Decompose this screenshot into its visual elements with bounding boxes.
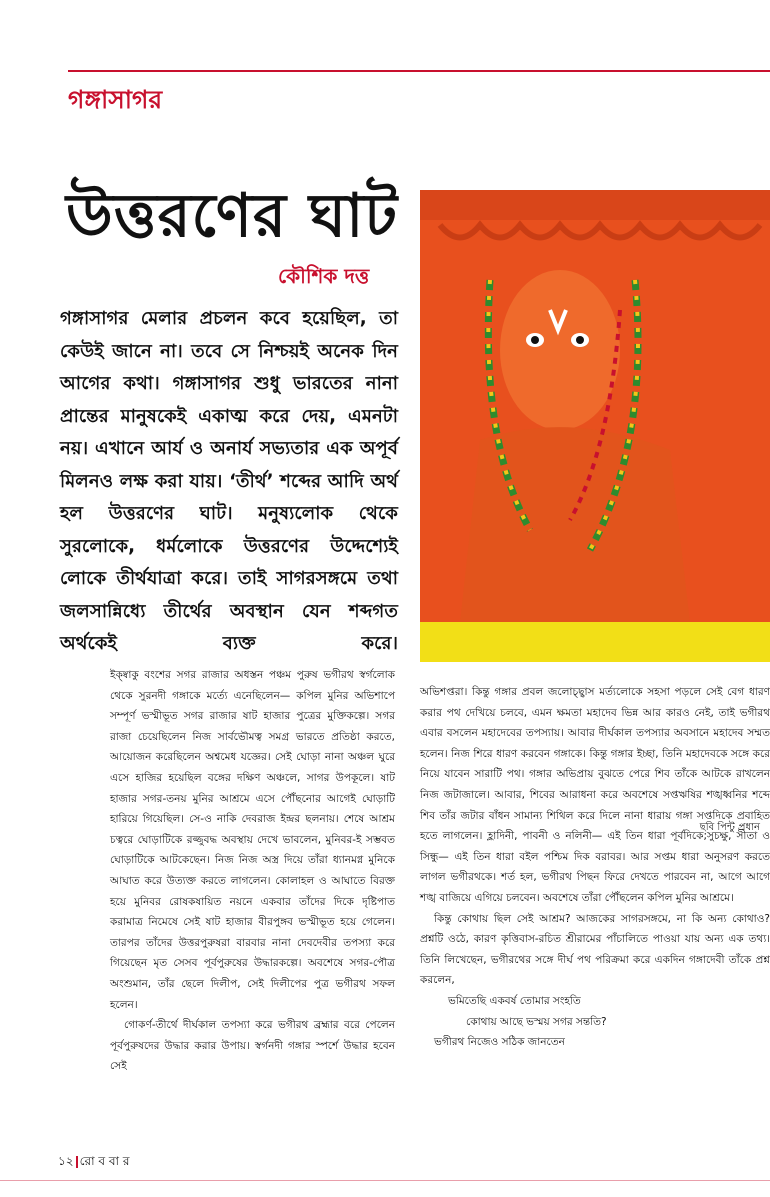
bottom-rule xyxy=(0,1180,770,1181)
verse-line-1: ভমিতেছি একবর্ষ তোমার সংহতি xyxy=(448,994,581,1007)
magazine-name: রো ব বা র xyxy=(79,1154,130,1168)
photo-credit: ছবি পিন্টু প্রধান xyxy=(699,822,760,833)
intro-paragraph: গঙ্গাসাগর মেলার প্রচলন কবে হয়েছিল, তা কেউই জানে না। তবে সে নিশ্চয়ই অনেক দিন আগের কথা। গঙ্গাসাগর শুধু ভারতের নানা প্রান্তের মানুষকেই একাত্ম করে দেয়, এমনটা নয়। এখানে আর্য ও অনার্য সভ্যতার এক অপূর্ব মিলনও লক্ষ করা যায়। ‘তীর্থ’ শব্দের আদি অর্থ হল উত্তরণের ঘাট। মনুষ্যলোক থেকে সুরলোকে, ধর্মলোকে উত্তরণের উদ্দেশ্যেই লোকে তীর্থযাত্রা করে। তাই সাগরসঙ্গমে তথা জলসান্নিধ্যে তীর্থের অবস্থান যেন শব্দগত অর্থকেই ব্যক্ত করে। xyxy=(60,308,398,654)
byline: কৌশিক দত্ত xyxy=(278,264,370,288)
idol-photo-icon xyxy=(420,190,770,662)
column-2-paragraph-3: ভগীরথ নিজেও সঠিক জানতেন xyxy=(434,1036,565,1049)
page-footer xyxy=(58,1153,129,1173)
page-number: ১২ xyxy=(58,1154,74,1168)
column-2-paragraph-2: কিন্তু কোথায় ছিল সেই আশ্রম? আজকের সাগরসঙ্গমে, না কি অন্য কোথাও? প্রশ্নটি ওঠে, কারণ কৃত্তিবাস-রচিত শ্রীরামের পাঁচালিতে পাওয়া যায় অন্য এক তথ্য। তিনি লিখেছেন, ভগীরথের সঙ্গে দীর্ঘ পথ পরিক্রমা করে একদিন গঙ্গাদেবী তাঁকে প্রশ্ন করলেন, xyxy=(420,912,770,987)
headline: উত্তরণের ঘাট xyxy=(66,181,399,251)
body-column-2 xyxy=(420,682,770,1053)
column-1-paragraph-2: গোকর্ণ-তীর্থে দীর্ঘকাল তপস্যা করে ভগীরথ ব্রহ্মার বরে পেলেন পূর্বপুরুষদের উদ্ধার করার উপায়। স্বর্গনদী গঙ্গার স্পর্শে উদ্ধার হবেন সেই xyxy=(110,1019,395,1073)
section-label: গঙ্গাসাগর xyxy=(68,85,163,114)
body-column-1 xyxy=(110,665,395,1077)
top-rule xyxy=(68,70,770,72)
column-1-paragraph-1: ইক্ষ্বাকু বংশের সগর রাজার অধস্তন পঞ্চম পুরুষ ভগীরথ স্বর্গলোক থেকে সুরনদী গঙ্গাকে মর্ত্যে এনেছিলেন— কপিল মুনির অভিশাপে সম্পূর্ণ ভস্মীভূত সগর রাজার ষাট হাজার পুত্রের মুক্তিকল্পে। সগর রাজা চেয়েছিলেন নিজ সার্বভৌমত্ব সমগ্র ভারতে প্রতিষ্ঠা করতে, আয়োজন করেছিলেন অশ্বমেধ যজ্ঞের। সেই ঘোড়া নানা অঞ্চল ঘুরে এসে হাজির হয়েছিল বঙ্গের দক্ষিণ অঞ্চলে, সাগর উপকূলে। ষাট হাজার সগর-তনয় মুনির আশ্রমে এসে পৌঁছনোর আগেই ঘোড়াটি হারিয়ে গিয়েছিল। সে-ও নাকি দেবরাজ ইন্দ্রর ছলনায়। শেষে আশ্রম চত্বরে ঘোড়াটিকে রজ্জুবদ্ধ অবস্থায় দেখে ভাবলেন, মুনিবর-ই সম্ভবত ঘোড়াটিকে আটকেছেন। নিজ নিজ অস্ত্র দিয়ে তাঁরা ধ্যানমগ্ন মুনিকে আঘাত করে উত্যক্ত করতে লাগলেন। কোলাহল ও আঘাতে বিরক্ত হয়ে মুনিবর রোষকষায়িত নয়নে একবার তাঁদের দিকে দৃষ্টিপাত করামাত্র নিমেষে সেই ষাট হাজার বীরপুঙ্গব ভস্মীভূত হয়ে গেলেন। তারপর তাঁদের উত্তরপুরুষরা বারবার নানা দেবদেবীর তপস্যা করে গিয়েছেন মৃত সেসব পূর্বপুরুষের উদ্ধারকল্পে। অবশেষে সগর-পৌত্র অংশুমান, তাঁর ছেলে দিলীপ, সেই দিলীপের পুত্র ভগীরথ সফল হলেন। xyxy=(110,669,395,1011)
column-2-paragraph-1: অভিশপ্তরা। কিন্তু গঙ্গার প্রবল জলোচ্ছ্বাস মর্ত্যলোকে সহসা পড়লে সেই বেগ ধারণ করার পথ দেখিয়ে চলবে, এমন ক্ষমতা মহাদেব ভিন্ন আর কারও নেই, তাই ভগীরথ এবার বসলেন মহাদেবের তপস্যায়। আবার দীর্ঘকাল তপস্যার অবসানে মহাদেব সম্মত হলেন। নিজ শিরে ধারণ করবেন গঙ্গাকে। কিন্তু গঙ্গার ইচ্ছা, তিনি মহাদেবকে সঙ্গে করে নিয়ে যাবেন সারাটি পথ। গঙ্গার অভিপ্রায় বুঝতে পেরে শিব তাঁকে আটকে রাখলেন নিজ জটাজালে। আবার, শিবের আরাধনা করে অবশেষে সপ্তঋষির শঙ্খধ্বনির শব্দে শিব তাঁর জটার বাঁধন সামান্য শিথিল করে দিলে নানা ধারায় গঙ্গা সপ্তদিকে প্রবাহিত হতে লাগলেন। হ্লাদিনী, পাবনী ও নলিনী— এই তিন ধারা পূর্বদিকে;সুচক্ষু, সীতা ও সিন্ধু— এই তিন ধারা বইল পশ্চিম দিক বরাবর। আর সপ্তম ধারা অনুসরণ করতে লাগল ভগীরথকে। শর্ত হল, ভগীরথ পিছন ফিরে দেখতে পারবেন না, আগে আগে শঙ্খ বাজিয়ে এগিয়ে চলবেন। অবশেষে তাঁরা পৌঁছলেন কপিল মুনির আশ্রমে। xyxy=(420,686,770,904)
footer-divider xyxy=(76,1156,78,1168)
verse-line-2: কোথায় আছে ভস্ময় সগর সন্ততি? xyxy=(466,1015,607,1028)
